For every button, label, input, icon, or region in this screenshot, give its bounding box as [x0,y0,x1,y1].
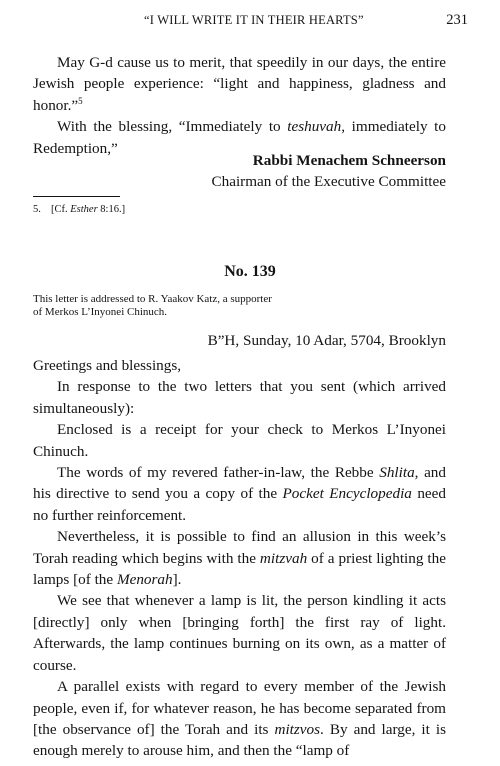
intro-line-1: This letter is addressed to R. Yaakov Katz, a supporter [33,293,272,305]
closing-paragraphs [33,52,446,159]
signature-name: Rabbi Menachem Schneerson [252,152,446,169]
menorah-term: Menorah [116,571,173,589]
letter-paragraph-1: In response to the two letters that you sent (which arrived simultaneously): [33,378,446,417]
pocket-encyclopedia-title: Pocket Encyclopedia [282,485,412,503]
p6-text-a: A parallel exists with regard to every member of the Jewish people, even if, for whatever reason, he has become separated from [the observance of] the Torah and its [33,678,446,738]
p3-text-b: , and his directive to send you a copy of the [33,464,446,503]
running-title: “I WILL WRITE IT IN THEIR HEARTS” [144,13,364,27]
intro-line-2: of Merkos L’Inyonei Chinuch. [33,305,168,318]
page-header [0,13,500,33]
letter-paragraph-5: We see that whenever a lamp is lit, the person kindling it acts [directly] only when [bringing forth] the first ray of light. Afterwards, the lamp continues burning on its own, as a matter of course. [33,592,446,674]
footnote-number: 5. [33,204,41,215]
letter-paragraph-4 [33,526,446,590]
letter-paragraph-3 [33,462,446,526]
p3-text-c: need no further reinforcement. [33,485,446,524]
letter-body [33,355,446,762]
footnote-divider [33,196,120,197]
letter-intro-note [33,293,363,318]
letter-paragraph-6 [33,676,446,762]
closing-paragraph-1-text: May G-d cause us to merit, that speedily in our days, the entire Jewish people experience: “light and happiness, gladness and honor.” [33,54,446,114]
footnote [33,204,126,215]
p6-text-b: . By and large, it is enough merely to arouse him, and then the “lamp of [33,720,446,760]
mitzvos-term: mitzvos [274,720,321,738]
footnote-text [51,204,125,215]
closing-paragraph-2-text-end: , immediately to Redemption,” [33,118,446,157]
mitzvah-term: mitzvah [259,549,308,567]
footnote-book: Esther [70,204,98,215]
teshuvah-term: teshuvah [287,118,342,136]
p3-text-a: The words of my revered father-in-law, the Rebbe [57,464,380,482]
closing-paragraph-1 [33,52,446,116]
footnote-ref: 8:16.] [97,204,126,215]
shlita-term: Shlita [379,464,415,482]
p4-text-c: ]. [172,571,182,589]
p4-text-b: of a priest lighting the lamps [of the [33,549,446,589]
page-number: 231 [446,12,468,28]
letter-number-heading: No. 139 [224,263,276,280]
letter-dateline: B”H, Sunday, 10 Adar, 5704, Brooklyn [207,332,446,349]
closing-paragraph-2-text: With the blessing, “Immediately to [57,118,288,136]
footnote-open: [Cf. [51,204,71,215]
footnote-marker: 5 [78,95,83,106]
signature-title: Chairman of the Executive Committee [211,173,446,190]
p4-text-a: Nevertheless, it is possible to find an allusion in this week’s Torah reading which begins with the [33,528,446,567]
letter-paragraph-2: Enclosed is a receipt for your check to Merkos L’Inyonei Chinuch. [33,421,446,460]
letter-greeting: Greetings and blessings, [33,357,182,374]
